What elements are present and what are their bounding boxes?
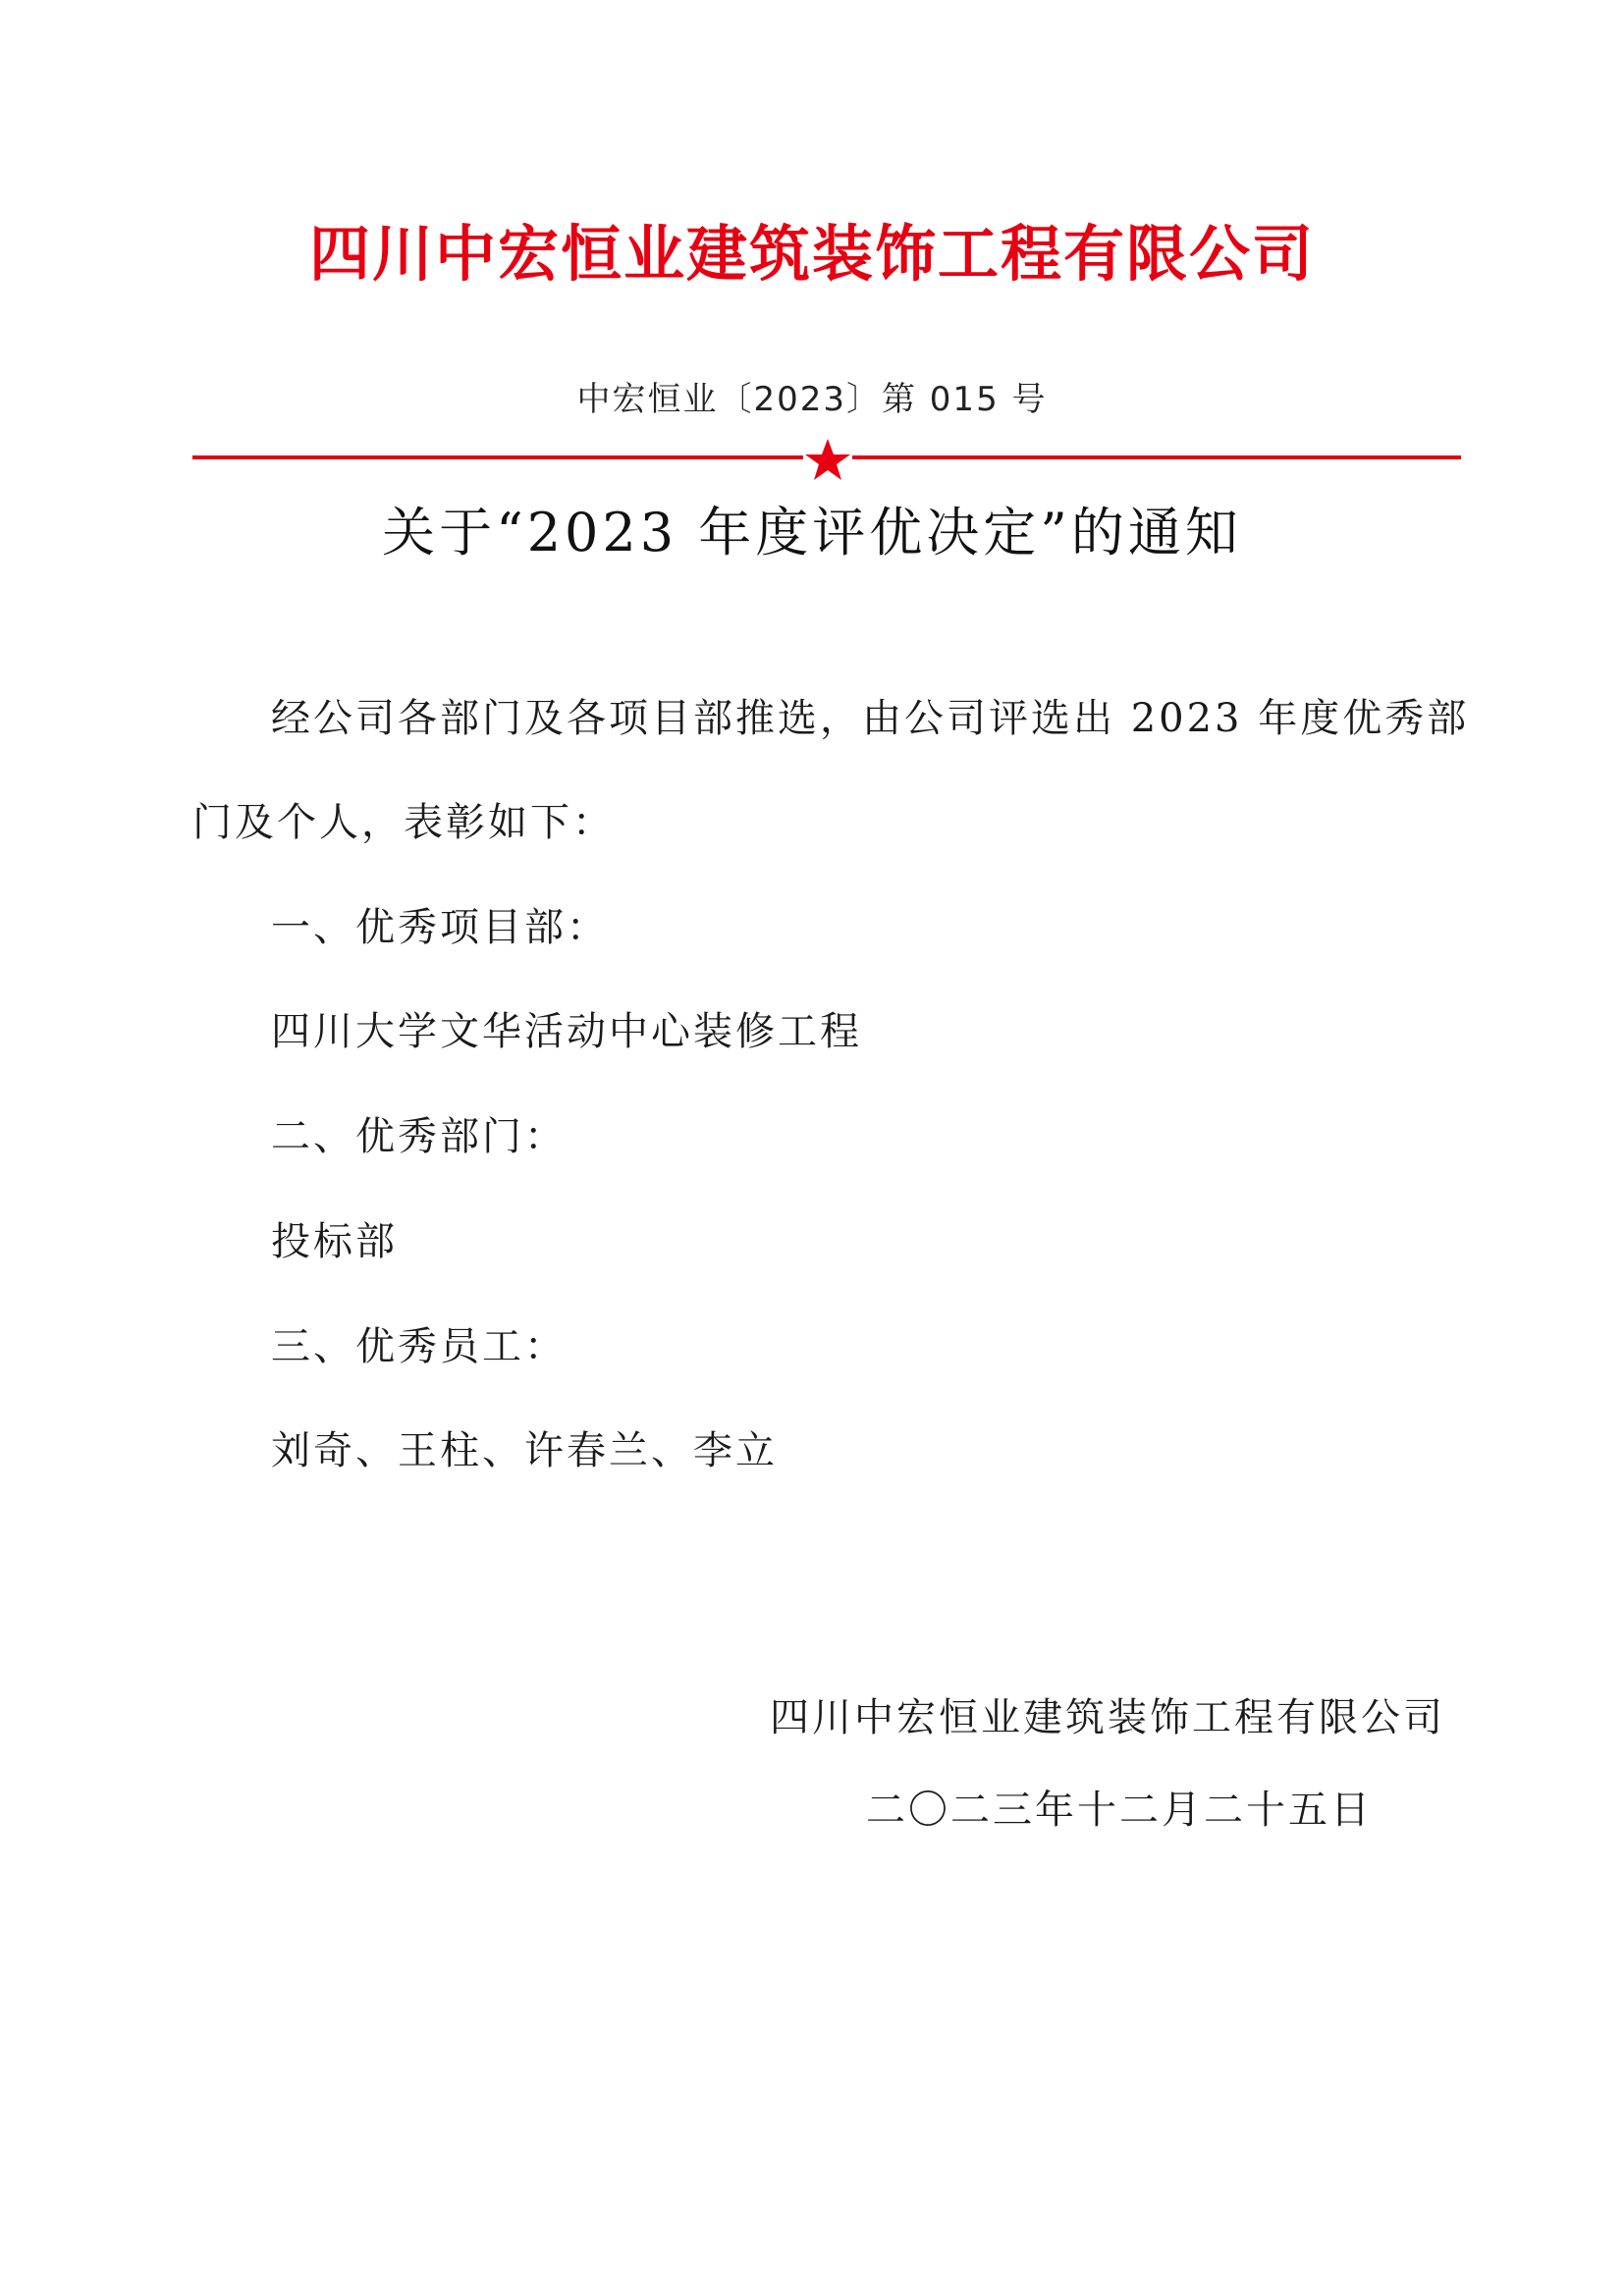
intro-paragraph-line-2: 门及个人，表彰如下：: [192, 800, 615, 845]
section-content-project: 四川大学文华活动中心装修工程: [271, 1009, 862, 1054]
notice-title: 关于“2023 年度评优决定”的通知: [382, 502, 1242, 563]
red-rule-left: [192, 455, 803, 459]
red-rule-right: [852, 455, 1461, 459]
org-header-title: 四川中宏恒业建筑装饰工程有限公司: [308, 218, 1315, 290]
star-icon: [803, 438, 852, 481]
signature-organization: 四川中宏恒业建筑装饰工程有限公司: [770, 1695, 1445, 1740]
section-content-department: 投标部: [271, 1219, 398, 1264]
section-heading-department: 二、优秀部门：: [271, 1114, 567, 1159]
section-heading-employees: 三、优秀员工：: [271, 1324, 567, 1369]
section-heading-project: 一、优秀项目部：: [271, 905, 609, 950]
section-content-employees: 刘奇、王柱、许春兰、李立: [271, 1428, 778, 1473]
document-number: 中宏恒业〔2023〕第 015 号: [576, 380, 1048, 419]
intro-paragraph-line-1: 经公司各部门及各项目部推选，由公司评选出 2023 年度优秀部: [271, 696, 1470, 741]
signature-date: 二〇二三年十二月二十五日: [866, 1788, 1373, 1833]
